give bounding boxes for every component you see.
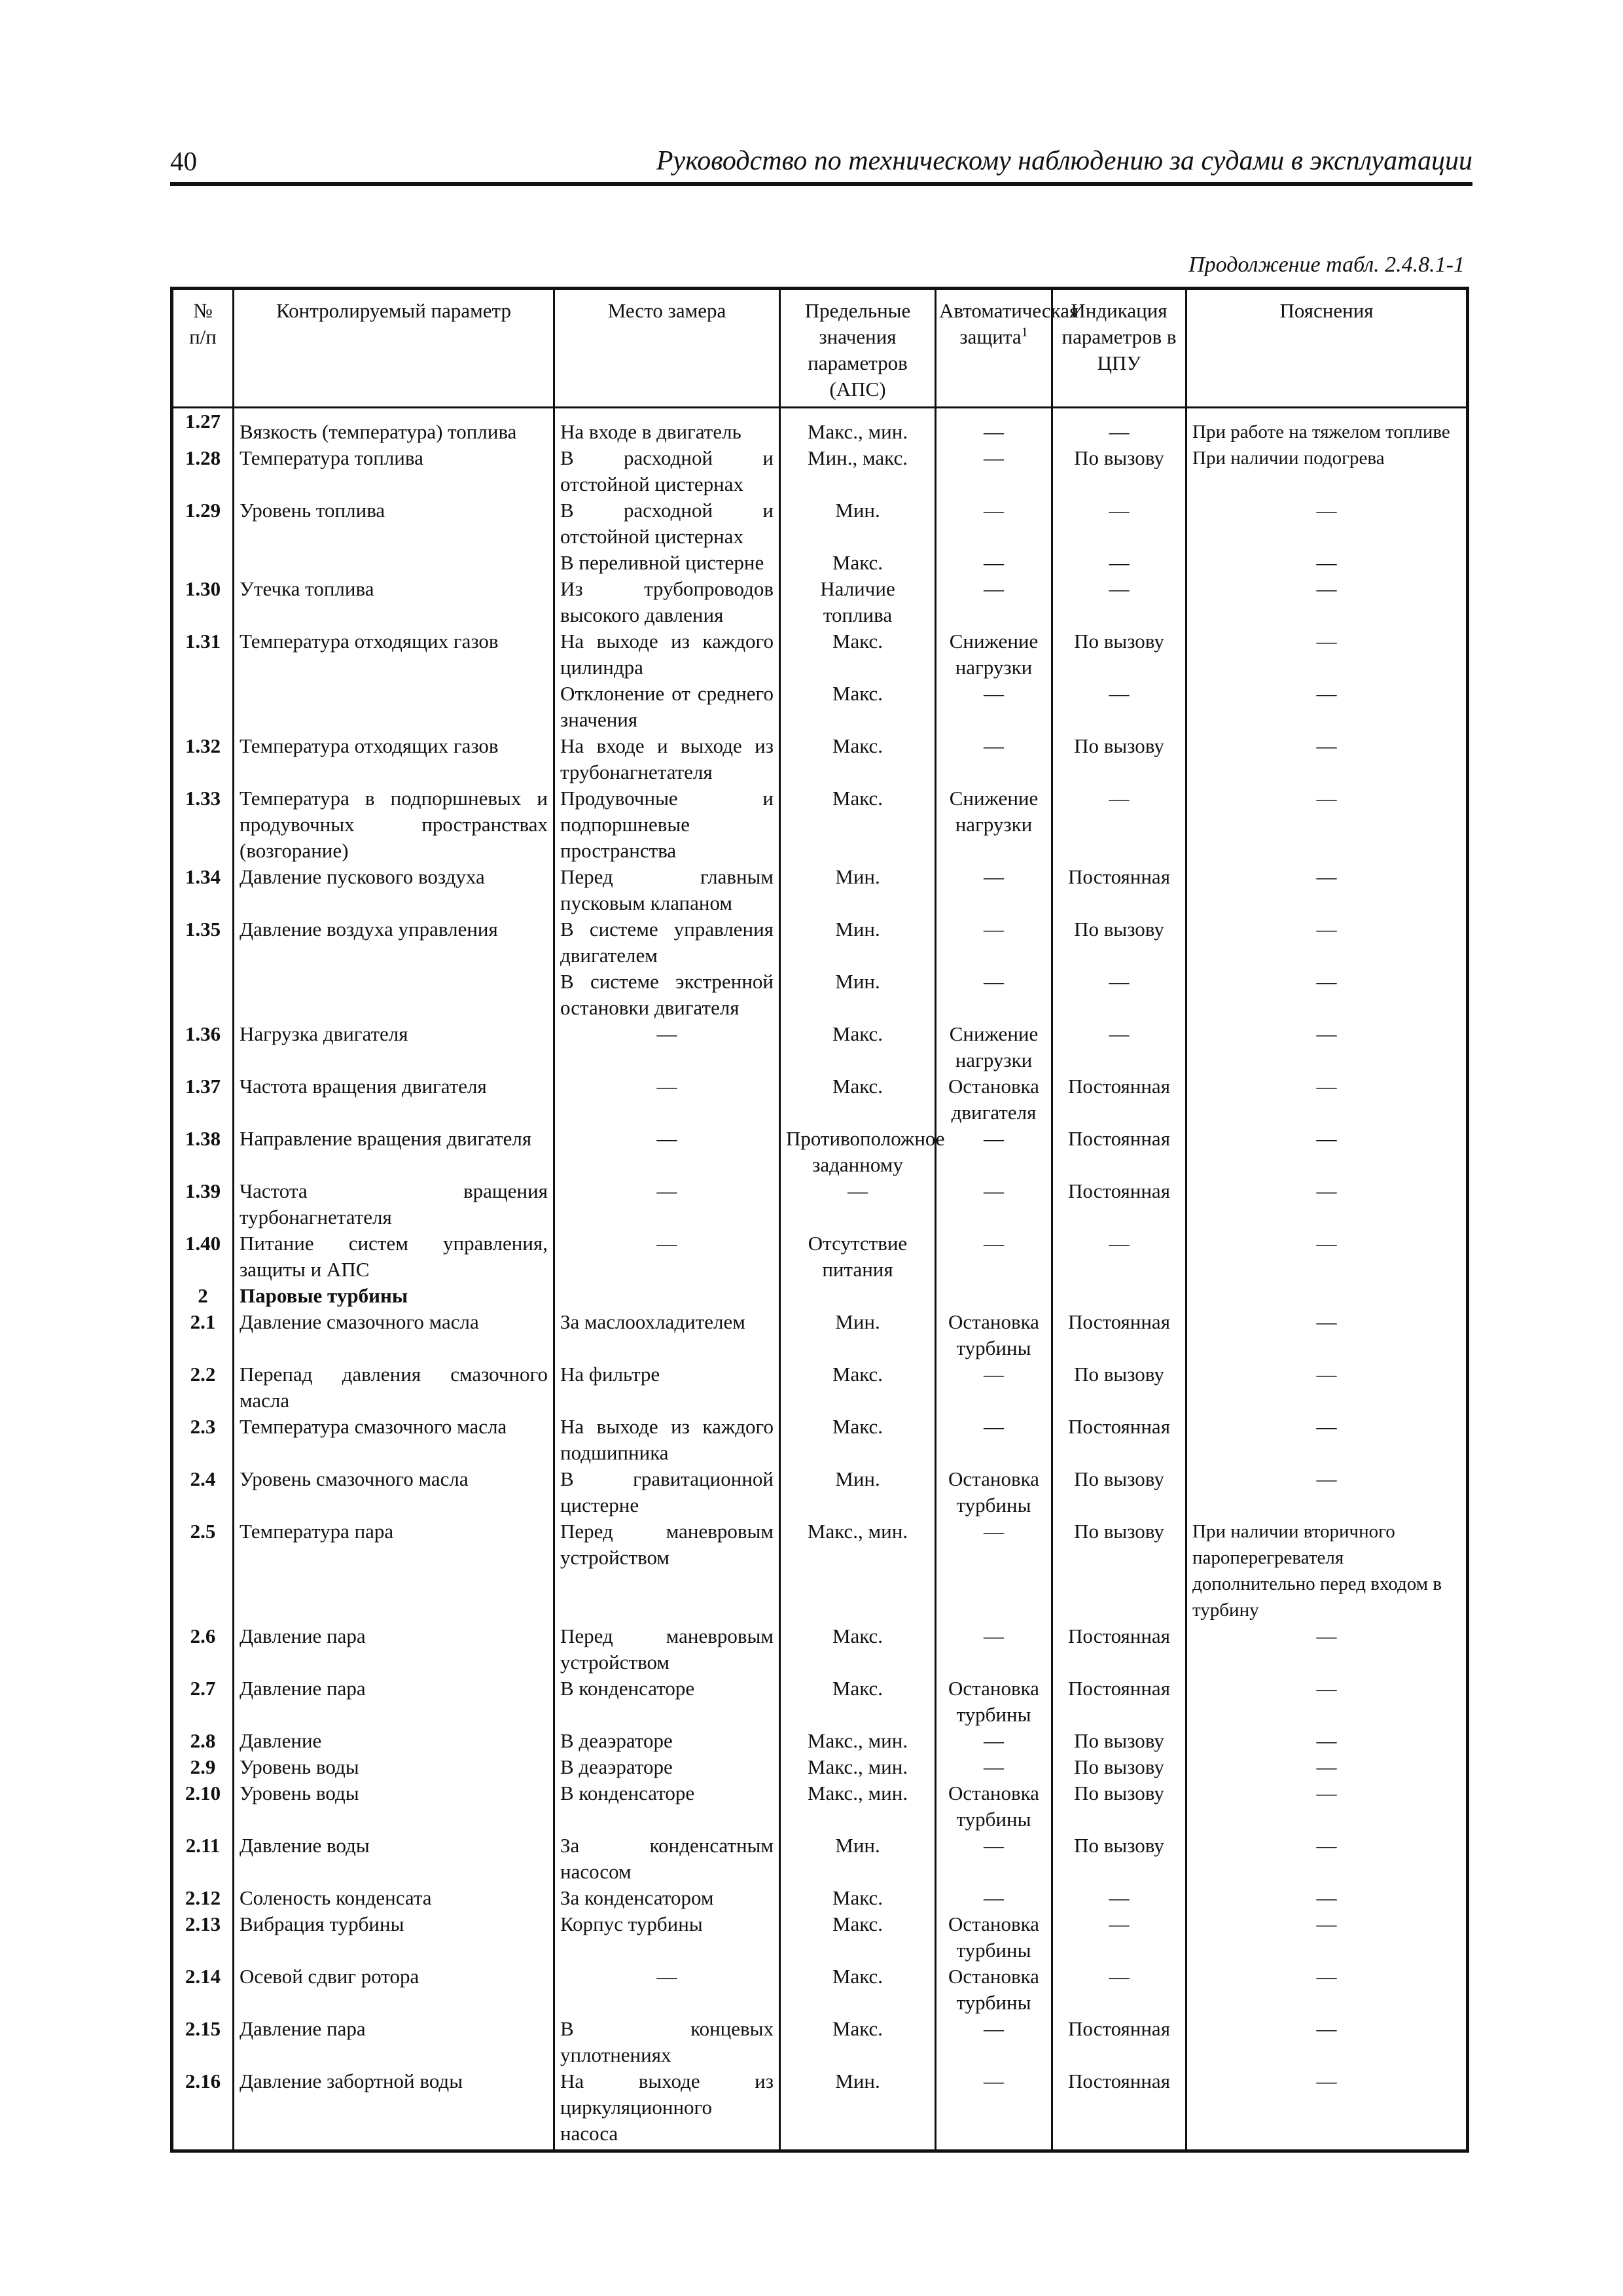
row-parameter: Направление вращения двигателя xyxy=(234,1126,554,1178)
row-measurement-place: В конденсаторе xyxy=(554,1780,780,1833)
row-parameter xyxy=(234,550,554,576)
row-measurement-place: В системе управления двигателем xyxy=(554,916,780,969)
row-indication: По вызову xyxy=(1052,628,1186,681)
row-indication: Постоянная xyxy=(1052,1676,1186,1728)
row-limit-values: Макс. xyxy=(780,1623,936,1676)
row-parameter: Температура отходящих газов xyxy=(234,733,554,785)
row-protection: Остановка турбины xyxy=(936,1911,1052,1964)
row-measurement-place xyxy=(554,1283,780,1309)
table-row xyxy=(172,2068,1468,2151)
row-number: 1.29 xyxy=(172,497,234,550)
row-protection: — xyxy=(936,1414,1052,1466)
row-note: — xyxy=(1186,1230,1468,1283)
row-limit-values: Макс. xyxy=(780,1361,936,1414)
row-parameter: Давление пара xyxy=(234,1623,554,1676)
row-number: 2.11 xyxy=(172,1833,234,1885)
row-limit-values: Макс. xyxy=(780,1676,936,1728)
row-note: — xyxy=(1186,1178,1468,1230)
row-measurement-place: — xyxy=(554,1230,780,1283)
row-measurement-place: В деаэраторе xyxy=(554,1728,780,1754)
row-parameter: Температура отходящих газов xyxy=(234,628,554,681)
row-measurement-place: Перед главным пусковым клапаном xyxy=(554,864,780,916)
column-header-parameter: Контролируемый параметр xyxy=(234,289,554,408)
row-limit-values: Мин. xyxy=(780,969,936,1021)
row-note: При наличии вторичного пароперегревателя дополнительно перед входом в турбину xyxy=(1186,1518,1468,1623)
table-row xyxy=(172,1126,1468,1178)
row-indication: — xyxy=(1052,1885,1186,1911)
row-number xyxy=(172,550,234,576)
row-number: 2.13 xyxy=(172,1911,234,1964)
column-header-protection xyxy=(936,289,1079,408)
column-header-protection-label: Автоматическая защита xyxy=(939,299,1079,348)
row-indication: — xyxy=(1052,1911,1186,1964)
row-indication: По вызову xyxy=(1052,1833,1186,1885)
row-parameter: Давление пускового воздуха xyxy=(234,864,554,916)
row-measurement-place: На выходе из циркуляционного насоса xyxy=(554,2068,780,2151)
row-number: 1.34 xyxy=(172,864,234,916)
row-measurement-place: За конденсатором xyxy=(554,1885,780,1911)
row-indication: Постоянная xyxy=(1052,1073,1186,1126)
row-protection: Остановка двигателя xyxy=(936,1073,1052,1126)
row-number: 2.14 xyxy=(172,1964,234,2016)
row-protection: Остановка турбины xyxy=(936,1964,1052,2016)
row-note: — xyxy=(1186,1885,1468,1911)
row-parameter: Давление забортной воды xyxy=(234,2068,554,2151)
row-parameter: Давление пара xyxy=(234,2016,554,2068)
row-number: 1.38 xyxy=(172,1126,234,1178)
row-indication: Постоянная xyxy=(1052,1126,1186,1178)
page-number: 40 xyxy=(170,146,197,176)
row-number: 2.6 xyxy=(172,1623,234,1676)
row-measurement-place: — xyxy=(554,1178,780,1230)
row-number: 1.32 xyxy=(172,733,234,785)
row-protection: — xyxy=(936,1728,1052,1754)
column-header-limits: Предельные значения параметров (АПС) xyxy=(780,289,936,408)
row-measurement-place: В расходной и отстойной цистернах xyxy=(554,445,780,497)
table-row xyxy=(172,550,1468,576)
row-note: — xyxy=(1186,1833,1468,1885)
row-limit-values: Макс., мин. xyxy=(780,1780,936,1833)
row-parameter: Осевой сдвиг ротора xyxy=(234,1964,554,2016)
row-indication: — xyxy=(1052,969,1186,1021)
column-header-indication: Индикация параметров в ЦПУ xyxy=(1052,289,1186,408)
row-protection: — xyxy=(936,969,1052,1021)
row-parameter: Уровень воды xyxy=(234,1754,554,1780)
row-limit-values: Наличие топлива xyxy=(780,576,936,628)
table-row xyxy=(172,785,1468,864)
row-note: — xyxy=(1186,785,1468,864)
row-measurement-place: В концевых уплотнениях xyxy=(554,2016,780,2068)
row-number: 1.36 xyxy=(172,1021,234,1073)
row-note: — xyxy=(1186,1021,1468,1073)
row-indication: Постоянная xyxy=(1052,1309,1186,1361)
row-limit-values: Мин. xyxy=(780,916,936,969)
row-parameter: Соленость конденсата xyxy=(234,1885,554,1911)
row-note: — xyxy=(1186,576,1468,628)
row-protection: — xyxy=(936,1754,1052,1780)
row-parameter: Уровень топлива xyxy=(234,497,554,550)
row-indication: По вызову xyxy=(1052,1361,1186,1414)
row-note: — xyxy=(1186,1361,1468,1414)
row-limit-values: Макс. xyxy=(780,1021,936,1073)
row-protection: — xyxy=(936,1230,1052,1283)
row-note: — xyxy=(1186,550,1468,576)
row-indication: По вызову xyxy=(1052,1518,1186,1623)
row-limit-values: Макс. xyxy=(780,1911,936,1964)
row-indication: По вызову xyxy=(1052,1780,1186,1833)
row-parameter: Частота вращения турбонагнетателя xyxy=(234,1178,554,1230)
row-indication: По вызову xyxy=(1052,1466,1186,1518)
row-note: — xyxy=(1186,628,1468,681)
row-limit-values: Мин. xyxy=(780,1466,936,1518)
row-indication: — xyxy=(1052,576,1186,628)
row-parameter xyxy=(234,969,554,1021)
table-row xyxy=(172,733,1468,785)
row-limit-values: Макс. xyxy=(780,785,936,864)
table-row xyxy=(172,1780,1468,1833)
row-number: 1.31 xyxy=(172,628,234,681)
table-row xyxy=(172,681,1468,733)
row-measurement-place: В расходной и отстойной цистернах xyxy=(554,497,780,550)
row-parameter: Температура смазочного масла xyxy=(234,1414,554,1466)
row-number: 1.33 xyxy=(172,785,234,864)
row-indication: По вызову xyxy=(1052,1754,1186,1780)
row-parameter: Давление воздуха управления xyxy=(234,916,554,969)
row-note: — xyxy=(1186,969,1468,1021)
table-row xyxy=(172,1911,1468,1964)
row-indication: По вызову xyxy=(1052,916,1186,969)
row-number: 2.3 xyxy=(172,1414,234,1466)
row-number: 2.1 xyxy=(172,1309,234,1361)
row-measurement-place: Перед маневровым устройством xyxy=(554,1518,780,1623)
row-protection: Снижение нагрузки xyxy=(936,1021,1052,1073)
table-row xyxy=(172,1414,1468,1466)
row-measurement-place: Отклонение от среднего значения xyxy=(554,681,780,733)
row-indication: Постоянная xyxy=(1052,2016,1186,2068)
row-protection: — xyxy=(936,864,1052,916)
row-protection: — xyxy=(936,550,1052,576)
row-parameter: Паровые турбины xyxy=(234,1283,554,1309)
row-note: — xyxy=(1186,1780,1468,1833)
row-parameter: Перепад давления смазочного масла xyxy=(234,1361,554,1414)
row-note: — xyxy=(1186,1309,1468,1361)
row-protection xyxy=(936,1283,1052,1309)
row-limit-values: Отсутствие питания xyxy=(780,1230,936,1283)
row-indication: — xyxy=(1052,550,1186,576)
table-row xyxy=(172,1230,1468,1283)
row-limit-values: Мин. xyxy=(780,864,936,916)
row-indication: — xyxy=(1052,408,1186,446)
table-row xyxy=(172,2016,1468,2068)
row-protection: — xyxy=(936,1361,1052,1414)
row-note: — xyxy=(1186,497,1468,550)
row-number: 2.7 xyxy=(172,1676,234,1728)
table-row xyxy=(172,445,1468,497)
row-parameter: Температура в подпоршневых и продувочных пространствах (возгорание) xyxy=(234,785,554,864)
row-indication: Постоянная xyxy=(1052,1623,1186,1676)
row-indication: Постоянная xyxy=(1052,1414,1186,1466)
row-measurement-place: — xyxy=(554,1073,780,1126)
row-number: 1.39 xyxy=(172,1178,234,1230)
table-row xyxy=(172,969,1468,1021)
row-note xyxy=(1186,1283,1468,1309)
row-protection: Остановка турбины xyxy=(936,1466,1052,1518)
row-indication: Постоянная xyxy=(1052,864,1186,916)
row-parameter: Вибрация турбины xyxy=(234,1911,554,1964)
row-limit-values: Мин. xyxy=(780,1309,936,1361)
row-parameter: Температура топлива xyxy=(234,445,554,497)
row-limit-values xyxy=(780,1283,936,1309)
row-note: — xyxy=(1186,2016,1468,2068)
row-note: — xyxy=(1186,733,1468,785)
row-measurement-place: Продувочные и подпоршневые пространства xyxy=(554,785,780,864)
row-note: — xyxy=(1186,1623,1468,1676)
row-note: — xyxy=(1186,916,1468,969)
row-indication: Постоянная xyxy=(1052,2068,1186,2151)
row-measurement-place: — xyxy=(554,1021,780,1073)
row-limit-values: Макс. xyxy=(780,733,936,785)
row-indication: — xyxy=(1052,1230,1186,1283)
row-protection: Снижение нагрузки xyxy=(936,785,1052,864)
row-measurement-place: — xyxy=(554,1126,780,1178)
column-header-number xyxy=(172,289,234,408)
table-header-row xyxy=(172,289,1468,408)
table-row xyxy=(172,1885,1468,1911)
page-header xyxy=(170,143,1472,186)
row-number: 2.16 xyxy=(172,2068,234,2151)
table-row xyxy=(172,1361,1468,1414)
running-title: Руководство по техническому наблюдению за судами в эксплуатации xyxy=(656,146,1472,176)
row-parameter: Частота вращения двигателя xyxy=(234,1073,554,1126)
row-note: — xyxy=(1186,1466,1468,1518)
table-row xyxy=(172,916,1468,969)
table-continuation-caption: Продолжение табл. 2.4.8.1-1 xyxy=(1188,253,1465,277)
row-limit-values: Макс. xyxy=(780,2016,936,2068)
row-limit-values: Макс. xyxy=(780,681,936,733)
row-measurement-place: На фильтре xyxy=(554,1361,780,1414)
table-section-row xyxy=(172,1283,1468,1309)
row-number: 2.12 xyxy=(172,1885,234,1911)
row-limit-values: Макс. xyxy=(780,1073,936,1126)
row-number xyxy=(172,969,234,1021)
row-note: При работе на тяжелом топливе xyxy=(1186,408,1468,446)
row-note: — xyxy=(1186,1414,1468,1466)
row-number: 1.28 xyxy=(172,445,234,497)
table-row xyxy=(172,1833,1468,1885)
row-protection: — xyxy=(936,1518,1052,1623)
row-measurement-place: В системе экстренной остановки двигателя xyxy=(554,969,780,1021)
row-parameter: Питание систем управления, защиты и АПС xyxy=(234,1230,554,1283)
row-indication: По вызову xyxy=(1052,1728,1186,1754)
column-header-number-sign: № xyxy=(193,299,213,322)
table-row xyxy=(172,1518,1468,1623)
row-protection: — xyxy=(936,916,1052,969)
row-measurement-place: Из трубопроводов высокого давления xyxy=(554,576,780,628)
row-measurement-place: Корпус турбины xyxy=(554,1911,780,1964)
row-number: 1.27 xyxy=(172,408,234,446)
table-body xyxy=(172,408,1468,2151)
row-parameter: Давление смазочного масла xyxy=(234,1309,554,1361)
row-number: 2.5 xyxy=(172,1518,234,1623)
row-measurement-place: На входе в двигатель xyxy=(554,408,780,446)
row-protection: Снижение нагрузки xyxy=(936,628,1052,681)
row-note: — xyxy=(1186,681,1468,733)
row-indication: Постоянная xyxy=(1052,1178,1186,1230)
row-limit-values: Макс. xyxy=(780,550,936,576)
row-note: — xyxy=(1186,1676,1468,1728)
row-protection: — xyxy=(936,1623,1052,1676)
row-measurement-place: В гравитационной цистерне xyxy=(554,1466,780,1518)
row-number: 1.30 xyxy=(172,576,234,628)
row-protection: — xyxy=(936,497,1052,550)
row-measurement-place: На входе и выходе из трубонагнетателя xyxy=(554,733,780,785)
row-limit-values: Мин. xyxy=(780,497,936,550)
row-limit-values: — xyxy=(780,1178,936,1230)
footnote-marker: 1 xyxy=(1021,325,1028,340)
table-row xyxy=(172,1178,1468,1230)
row-limit-values: Макс., мин. xyxy=(780,408,936,446)
table-row xyxy=(172,1466,1468,1518)
row-indication: — xyxy=(1052,1021,1186,1073)
row-indication: — xyxy=(1052,1964,1186,2016)
table-row xyxy=(172,1728,1468,1754)
table-row xyxy=(172,408,1468,446)
table-row xyxy=(172,1964,1468,2016)
row-parameter: Утечка топлива xyxy=(234,576,554,628)
row-note: При наличии подогрева xyxy=(1186,445,1468,497)
row-number: 1.37 xyxy=(172,1073,234,1126)
row-limit-values: Макс. xyxy=(780,1964,936,2016)
row-parameter: Уровень смазочного масла xyxy=(234,1466,554,1518)
row-measurement-place: В переливной цистерне xyxy=(554,550,780,576)
row-limit-values: Макс. xyxy=(780,1885,936,1911)
row-limit-values: Макс. xyxy=(780,628,936,681)
row-limit-values: Макс. xyxy=(780,1414,936,1466)
column-header-notes: Пояснения xyxy=(1186,289,1468,408)
row-parameter: Температура пара xyxy=(234,1518,554,1623)
row-indication xyxy=(1052,1283,1186,1309)
row-measurement-place: В деаэраторе xyxy=(554,1754,780,1780)
row-indication: По вызову xyxy=(1052,445,1186,497)
row-number: 1.35 xyxy=(172,916,234,969)
row-parameter: Давление xyxy=(234,1728,554,1754)
row-protection: — xyxy=(936,733,1052,785)
row-protection: — xyxy=(936,1126,1052,1178)
row-indication: — xyxy=(1052,681,1186,733)
row-note: — xyxy=(1186,1073,1468,1126)
row-parameter: Вязкость (температура) топлива xyxy=(234,408,554,446)
row-parameter: Нагрузка двигателя xyxy=(234,1021,554,1073)
row-protection: — xyxy=(936,681,1052,733)
row-indication: — xyxy=(1052,785,1186,864)
table-row xyxy=(172,1623,1468,1676)
row-indication: — xyxy=(1052,497,1186,550)
row-note: — xyxy=(1186,1964,1468,2016)
row-limit-values: Мин. xyxy=(780,1833,936,1885)
row-limit-values: Макс., мин. xyxy=(780,1728,936,1754)
row-number: 1.40 xyxy=(172,1230,234,1283)
row-note: — xyxy=(1186,1754,1468,1780)
row-number: 2.9 xyxy=(172,1754,234,1780)
row-number: 2.8 xyxy=(172,1728,234,1754)
row-protection: Остановка турбины xyxy=(936,1676,1052,1728)
table-row xyxy=(172,1309,1468,1361)
row-limit-values: Макс., мин. xyxy=(780,1754,936,1780)
row-number: 2.2 xyxy=(172,1361,234,1414)
row-protection: — xyxy=(936,408,1052,446)
table-row xyxy=(172,628,1468,681)
row-protection: — xyxy=(936,2068,1052,2151)
row-number: 2 xyxy=(172,1283,234,1309)
table-row xyxy=(172,576,1468,628)
row-measurement-place: На выходе из каждого цилиндра xyxy=(554,628,780,681)
row-limit-values: Противоположное заданному xyxy=(780,1126,936,1178)
row-protection: — xyxy=(936,2016,1052,2068)
row-protection: Остановка турбины xyxy=(936,1780,1052,1833)
row-protection: — xyxy=(936,1885,1052,1911)
row-number: 2.10 xyxy=(172,1780,234,1833)
row-protection: — xyxy=(936,1178,1052,1230)
column-header-place: Место замера xyxy=(554,289,780,408)
row-measurement-place: За конденсатным насосом xyxy=(554,1833,780,1885)
row-note: — xyxy=(1186,864,1468,916)
row-note: — xyxy=(1186,1728,1468,1754)
row-protection: Остановка турбины xyxy=(936,1309,1052,1361)
table-row xyxy=(172,864,1468,916)
row-parameter: Уровень воды xyxy=(234,1780,554,1833)
row-parameter: Давление пара xyxy=(234,1676,554,1728)
row-number: 2.15 xyxy=(172,2016,234,2068)
parameters-table xyxy=(170,287,1469,2153)
row-note: — xyxy=(1186,1126,1468,1178)
row-protection: — xyxy=(936,445,1052,497)
row-measurement-place: Перед маневровым устройством xyxy=(554,1623,780,1676)
row-measurement-place: На выходе из каждого подшипника xyxy=(554,1414,780,1466)
row-parameter: Давление воды xyxy=(234,1833,554,1885)
row-limit-values: Мин., макс. xyxy=(780,445,936,497)
row-measurement-place: В конденсаторе xyxy=(554,1676,780,1728)
row-parameter xyxy=(234,681,554,733)
table-row xyxy=(172,1754,1468,1780)
row-limit-values: Мин. xyxy=(780,2068,936,2151)
row-protection: — xyxy=(936,576,1052,628)
row-number xyxy=(172,681,234,733)
row-measurement-place: — xyxy=(554,1964,780,2016)
row-indication: По вызову xyxy=(1052,733,1186,785)
row-protection: — xyxy=(936,1833,1052,1885)
row-limit-values: Макс., мин. xyxy=(780,1518,936,1623)
row-number: 2.4 xyxy=(172,1466,234,1518)
table-row xyxy=(172,1676,1468,1728)
table-row xyxy=(172,497,1468,550)
column-header-number-abbr: п/п xyxy=(189,325,217,348)
row-measurement-place: За маслоохладителем xyxy=(554,1309,780,1361)
row-note: — xyxy=(1186,1911,1468,1964)
table-row xyxy=(172,1021,1468,1073)
table-row xyxy=(172,1073,1468,1126)
row-note: — xyxy=(1186,2068,1468,2151)
